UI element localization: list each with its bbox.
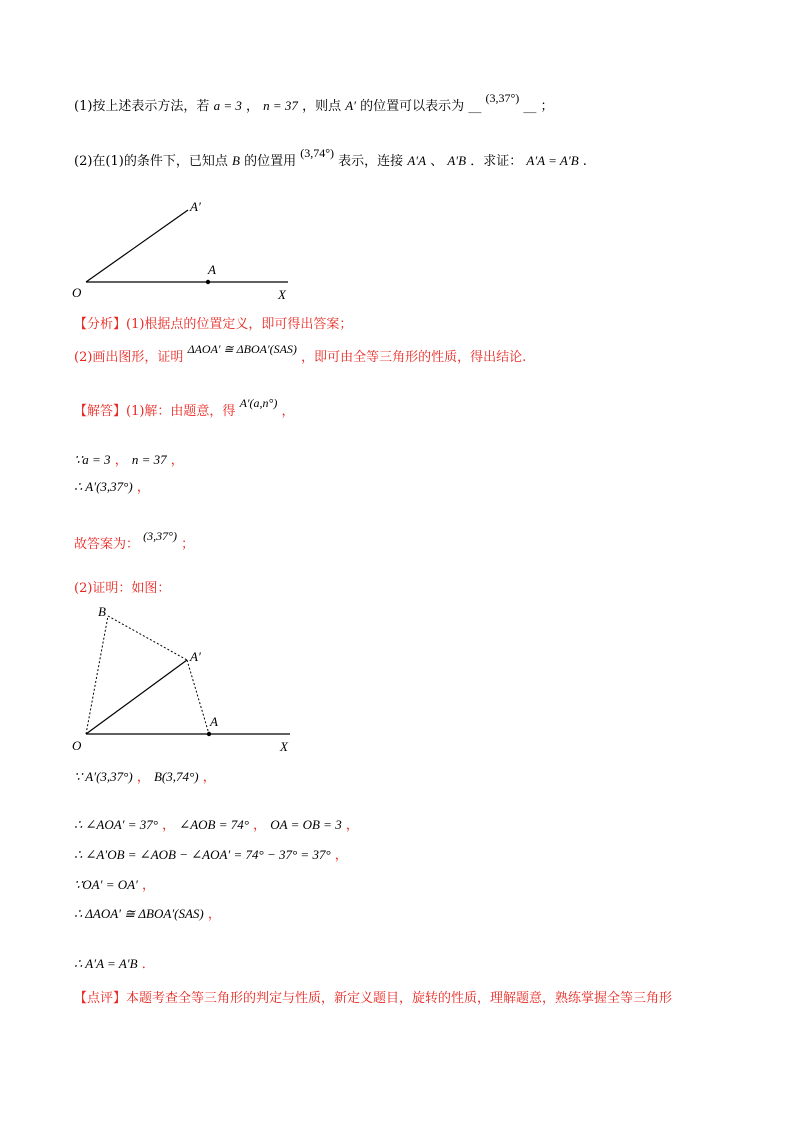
proof-heading: (2)证明：如图： <box>74 581 171 596</box>
analysis-line2-prefix: (2)画出图形，证明 <box>74 350 184 365</box>
q2-mid3: ．求证： <box>470 154 523 169</box>
proof-line1-sep: ， <box>136 770 150 785</box>
label-a-2: A <box>210 714 218 729</box>
q2-seg1: A′A <box>407 153 427 168</box>
q1-blank-right: __ <box>523 99 537 114</box>
solution-answer-prefix: 故答案为： <box>74 537 140 552</box>
proof-line2-sep: ， <box>162 818 176 833</box>
label-b: B <box>98 604 106 619</box>
proof-line1-math2: B(3,74°) <box>153 769 199 784</box>
question-2 <box>74 146 587 171</box>
solution-line2-sep: ， <box>114 453 128 468</box>
label-a: A <box>208 262 216 277</box>
segment-oaprime <box>86 660 187 734</box>
q1-n-eq: n = 37 <box>263 98 298 113</box>
segment-baprime <box>108 616 187 660</box>
q2-claim: A′A = A′B <box>526 153 579 168</box>
proof-line-4 <box>74 876 155 895</box>
q2-point-b: B <box>231 153 240 168</box>
q1-answer: (3,37°) <box>485 91 520 105</box>
proof-line-5 <box>74 905 221 924</box>
q1-sep: ， <box>245 99 259 114</box>
analysis-line2-math: ΔAOA′ ≅ ΔBOA′(SAS) <box>187 342 297 356</box>
solution-line2-math2: n = 37 <box>131 452 167 467</box>
point-a-2 <box>207 732 211 736</box>
figure-2 <box>60 600 320 760</box>
q2-seg2: A′B <box>447 153 467 168</box>
q1-after: 的位置可以表示为 <box>360 99 465 114</box>
q1-prefix: (1)按上述表示方法，若 <box>74 99 210 114</box>
point-a <box>206 280 210 284</box>
q1-blank-left: __ <box>468 99 482 114</box>
q2-mid2: 表示，连接 <box>338 154 404 169</box>
q1-mid: ，则点 <box>302 99 342 114</box>
figure-1 <box>60 195 320 305</box>
label-x-2: X <box>280 739 288 754</box>
analysis-line2-suffix: ，即可由全等三角形的性质，得出结论. <box>301 350 527 365</box>
solution-answer <box>74 529 195 554</box>
q1-end: ； <box>540 99 554 114</box>
comment-line: 【点评】本题考查全等三角形的判定与性质，新定义题目，旋转的性质，理解题意，熟练掌握全等三角形 <box>74 991 673 1006</box>
proof-line-3 <box>74 846 348 865</box>
proof-line6-end: ． <box>141 957 155 972</box>
label-o-2: O <box>72 738 82 753</box>
solution-line-1 <box>74 396 295 421</box>
label-o: O <box>72 285 82 300</box>
proof-line1-math: ∵ A′(3,37°) <box>74 769 133 784</box>
label-aprime: A′ <box>190 199 201 214</box>
solution-line1-suffix: ， <box>281 404 295 419</box>
proof-line2-end: ， <box>345 818 359 833</box>
proof-line3-math: ∴ ∠A′OB = ∠AOB − ∠AOA′ = 74° − 37° = 37° <box>74 847 331 862</box>
q2-coord: (3,74°) <box>300 146 335 160</box>
segment-aprimea <box>187 660 209 734</box>
solution-line3-math: ∴ A′(3,37°) <box>74 479 133 494</box>
q1-a-eq: a = 3 <box>213 98 242 113</box>
proof-line2-sep2: ， <box>253 818 267 833</box>
label-aprime-2: A′ <box>190 649 201 664</box>
solution-line2-end: ， <box>170 453 184 468</box>
q1-point: A′ <box>345 98 357 113</box>
proof-line3-end: ， <box>334 848 348 863</box>
proof-line6-math: ∴ A′A = A′B <box>74 956 138 971</box>
analysis-line-2 <box>74 342 527 367</box>
proof-line-2 <box>74 816 359 835</box>
q2-mid1: 的位置用 <box>244 154 297 169</box>
q2-end: . <box>582 154 587 169</box>
proof-line2-math: ∴ ∠AOA′ = 37° <box>74 817 158 832</box>
solution-line-3 <box>74 478 150 497</box>
solution-line2-math: ∵a = 3 <box>74 452 111 467</box>
proof-line-1 <box>74 768 216 787</box>
solution-line-2 <box>74 451 184 470</box>
question-1 <box>74 91 554 116</box>
proof-line5-end: ， <box>207 907 221 922</box>
solution-answer-math: (3,37°) <box>143 529 177 543</box>
proof-line-6 <box>74 955 155 974</box>
solution-answer-end: ； <box>181 537 195 552</box>
label-x: X <box>278 287 286 302</box>
proof-line1-end: ， <box>202 770 216 785</box>
solution-line1-math: A′(a,n°) <box>239 396 278 410</box>
proof-line2-math3: OA = OB = 3 <box>270 817 342 832</box>
proof-line4-math: ∵OA′ = OA′ <box>74 877 138 892</box>
proof-line2-math2: ∠AOB = 74° <box>179 817 249 832</box>
q2-prefix: (2)在(1)的条件下，已知点 <box>74 154 228 169</box>
proof-line5-math: ∴ ΔAOA′ ≅ ΔBOA′(SAS) <box>74 906 204 921</box>
solution-line1-prefix: 【解答】(1)解：由题意，得 <box>74 404 236 419</box>
q2-dun: 、 <box>430 154 444 169</box>
ray-oaprime <box>86 210 188 282</box>
proof-line4-end: ， <box>142 878 156 893</box>
analysis-line-1: 【分析】(1)根据点的位置定义，即可得出答案； <box>74 317 353 332</box>
segment-ob <box>86 616 108 734</box>
solution-line3-end: ， <box>136 480 150 495</box>
